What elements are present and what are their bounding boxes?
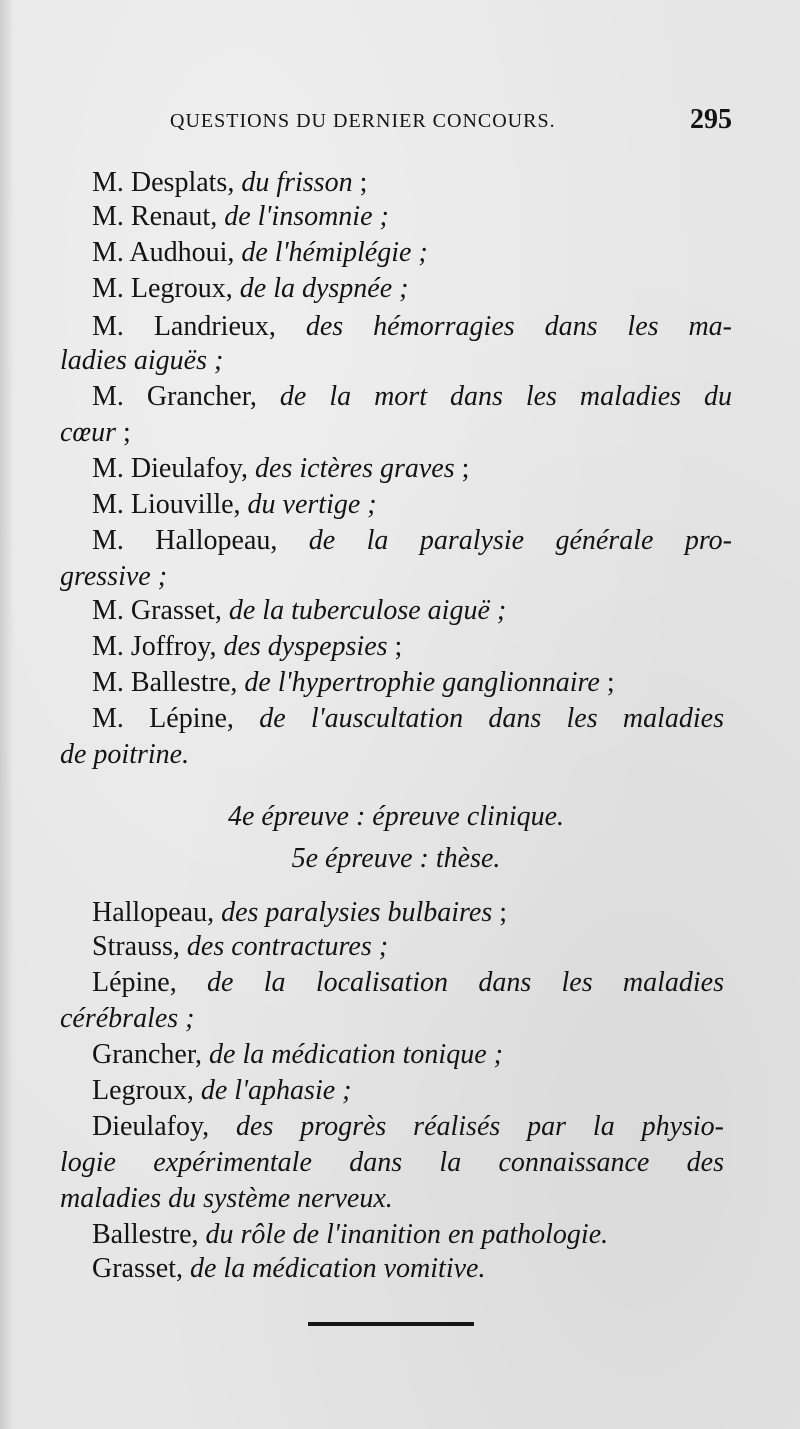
- list-item: M. Grasset, de la tuberculose aiguë ;: [92, 595, 507, 626]
- list-item: M. Renaut, de l'insomnie ;: [92, 201, 389, 232]
- page-number: 295: [690, 104, 732, 135]
- list-item: Dieulafoy, des progrès réalisés par la physio-: [92, 1111, 724, 1142]
- list-item-continuation: gressive ;: [60, 561, 168, 592]
- list-item: Hallopeau, des paralysies bulbaires ;: [92, 897, 508, 928]
- section-heading-4: 4e épreuve : épreuve clinique.: [227, 801, 565, 832]
- list-item: Strauss, des contractures ;: [92, 931, 389, 962]
- list-item-continuation: cérébrales ;: [60, 1003, 195, 1034]
- list-item: M. Legroux, de la dyspnée ;: [92, 273, 409, 304]
- section-heading-5: 5e épreuve : thèse.: [291, 843, 501, 874]
- closing-rule: [308, 1322, 474, 1326]
- list-item-continuation: logie expérimentale dans la connaissance des: [60, 1147, 724, 1178]
- list-item: M. Joffroy, des dyspepsies ;: [92, 631, 403, 662]
- list-item: M. Landrieux, des hémorragies dans les ma-: [92, 311, 732, 342]
- list-item: Grasset, de la médication vomitive.: [92, 1253, 486, 1284]
- list-item: Legroux, de l'aphasie ;: [92, 1075, 352, 1106]
- list-item: M. Audhoui, de l'hémiplégie ;: [92, 237, 428, 268]
- list-item: M. Grancher, de la mort dans les maladies du: [92, 381, 732, 412]
- list-item-continuation: de poitrine.: [60, 739, 190, 770]
- list-item-continuation: cœur ;: [60, 417, 131, 448]
- running-head-title: QUESTIONS DU DERNIER CONCOURS.: [170, 110, 556, 132]
- list-item: M. Liouville, du vertige ;: [92, 489, 377, 520]
- list-item-continuation: maladies du système nerveux.: [60, 1183, 393, 1214]
- list-item: Ballestre, du rôle de l'inanition en pathologie.: [92, 1219, 609, 1250]
- list-item: M. Dieulafoy, des ictères graves ;: [92, 453, 470, 484]
- list-item: M. Hallopeau, de la paralysie générale pro-: [92, 525, 732, 556]
- list-item: M. Ballestre, de l'hypertrophie ganglionnaire ;: [92, 667, 615, 698]
- running-head: [60, 104, 732, 144]
- list-item: Grancher, de la médication tonique ;: [92, 1039, 503, 1070]
- page-edge-shadow: [0, 0, 14, 1429]
- list-item-continuation: ladies aiguës ;: [60, 345, 224, 376]
- list-item: M. Lépine, de l'auscultation dans les maladies: [92, 703, 725, 734]
- list-item: M. Desplats, du frisson ;: [92, 167, 368, 198]
- list-item: Lépine, de la localisation dans les maladies: [92, 967, 725, 998]
